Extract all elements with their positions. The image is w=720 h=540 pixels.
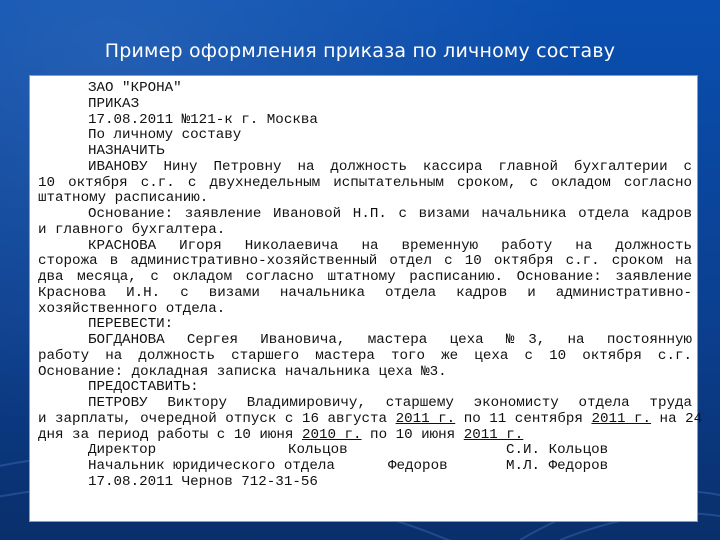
director-name: С.И. Кольцов [506,442,609,459]
slide-title: Пример оформления приказа по личному составу [104,40,616,62]
document-page [29,75,703,522]
grant-heading: ПРЕДОСТАВИТЬ: [88,379,199,396]
grant-line [38,410,703,428]
date-number-place: 17.08.2011 №121-к г. Москва [88,111,318,128]
transfer-line: работу на должность старшего мастера того же цеха с 10 октября с.г. [38,347,692,364]
appoint-2-line: КРАСНОВА Игоря Николаевича на временную работу на должность [88,237,692,254]
legal-name: М.Л. Федоров [506,458,609,474]
order-text [38,80,703,491]
transfer-line: БОГДАНОВА Сергея Ивановича, мастера цеха №3, на постоянную [88,332,692,348]
grant-text: по 10 июня [361,426,464,443]
appoint-2-line: хозяйственного отдела. [38,300,226,317]
appoint-2-line: сторожа в административно-хозяйственный отдел с 10 октября с.г. сроком на [38,253,692,270]
grant-text: дня за период работы с 10 июня [38,426,302,443]
grant-year: 2011 г. [463,426,524,443]
grant-line: ПЕТРОВУ Виктору Владимировичу, старшему экономисту отдела труда [88,395,692,411]
legal-signature-row [38,459,692,475]
appoint-1-line: штатному расписанию. [38,190,209,207]
grant-text: на 24 [651,410,703,427]
director-signature-row [38,443,692,459]
director-signature: Кольцов [288,442,348,459]
grant-year: 2010 г. [301,426,362,443]
organization-name: ЗАО "КРОНА" [88,80,182,96]
appoint-heading: НАЗНАЧИТЬ [88,143,165,159]
grant-year: 2011 г. [591,410,652,427]
appoint-2-line: Краснова И.Н. с визами начальника отдела кадров и административно- [38,284,692,301]
legal-title: Начальник юридического отдела [88,458,335,474]
appoint-1-basis-line: Основание: заявление Ивановой Н.П. с визами начальника отдела кадров [88,206,692,222]
grant-year: 2011 г. [395,410,456,427]
director-title: Директор [88,442,157,459]
document-subject: По личному составу [88,127,242,144]
document-footer: 17.08.2011 Чернов 712-31-56 [88,473,318,490]
transfer-line: Основание: докладная записка начальника цеха №3. [38,363,447,380]
appoint-1-line: ИВАНОВУ Нину Петровну на должность кассира главной бухгалтерии с [88,158,692,175]
appoint-2-line: два месяца, с окладом согласно штатному расписанию. Основание: заявление [38,269,692,285]
appoint-1-basis-line: и главного бухгалтера. [38,221,226,238]
appoint-1-line: 10 октября с.г. с двухнедельным испытательным сроком, с окладом согласно [38,174,692,191]
legal-signature: Федоров [388,458,448,474]
document-type: ПРИКАЗ [88,95,140,112]
transfer-heading: ПЕРЕВЕСТИ: [88,316,174,333]
grant-text: по 11 сентября [455,410,592,427]
grant-line [38,428,692,444]
grant-text: и зарплаты, очередной отпуск с 16 августа [38,410,396,427]
